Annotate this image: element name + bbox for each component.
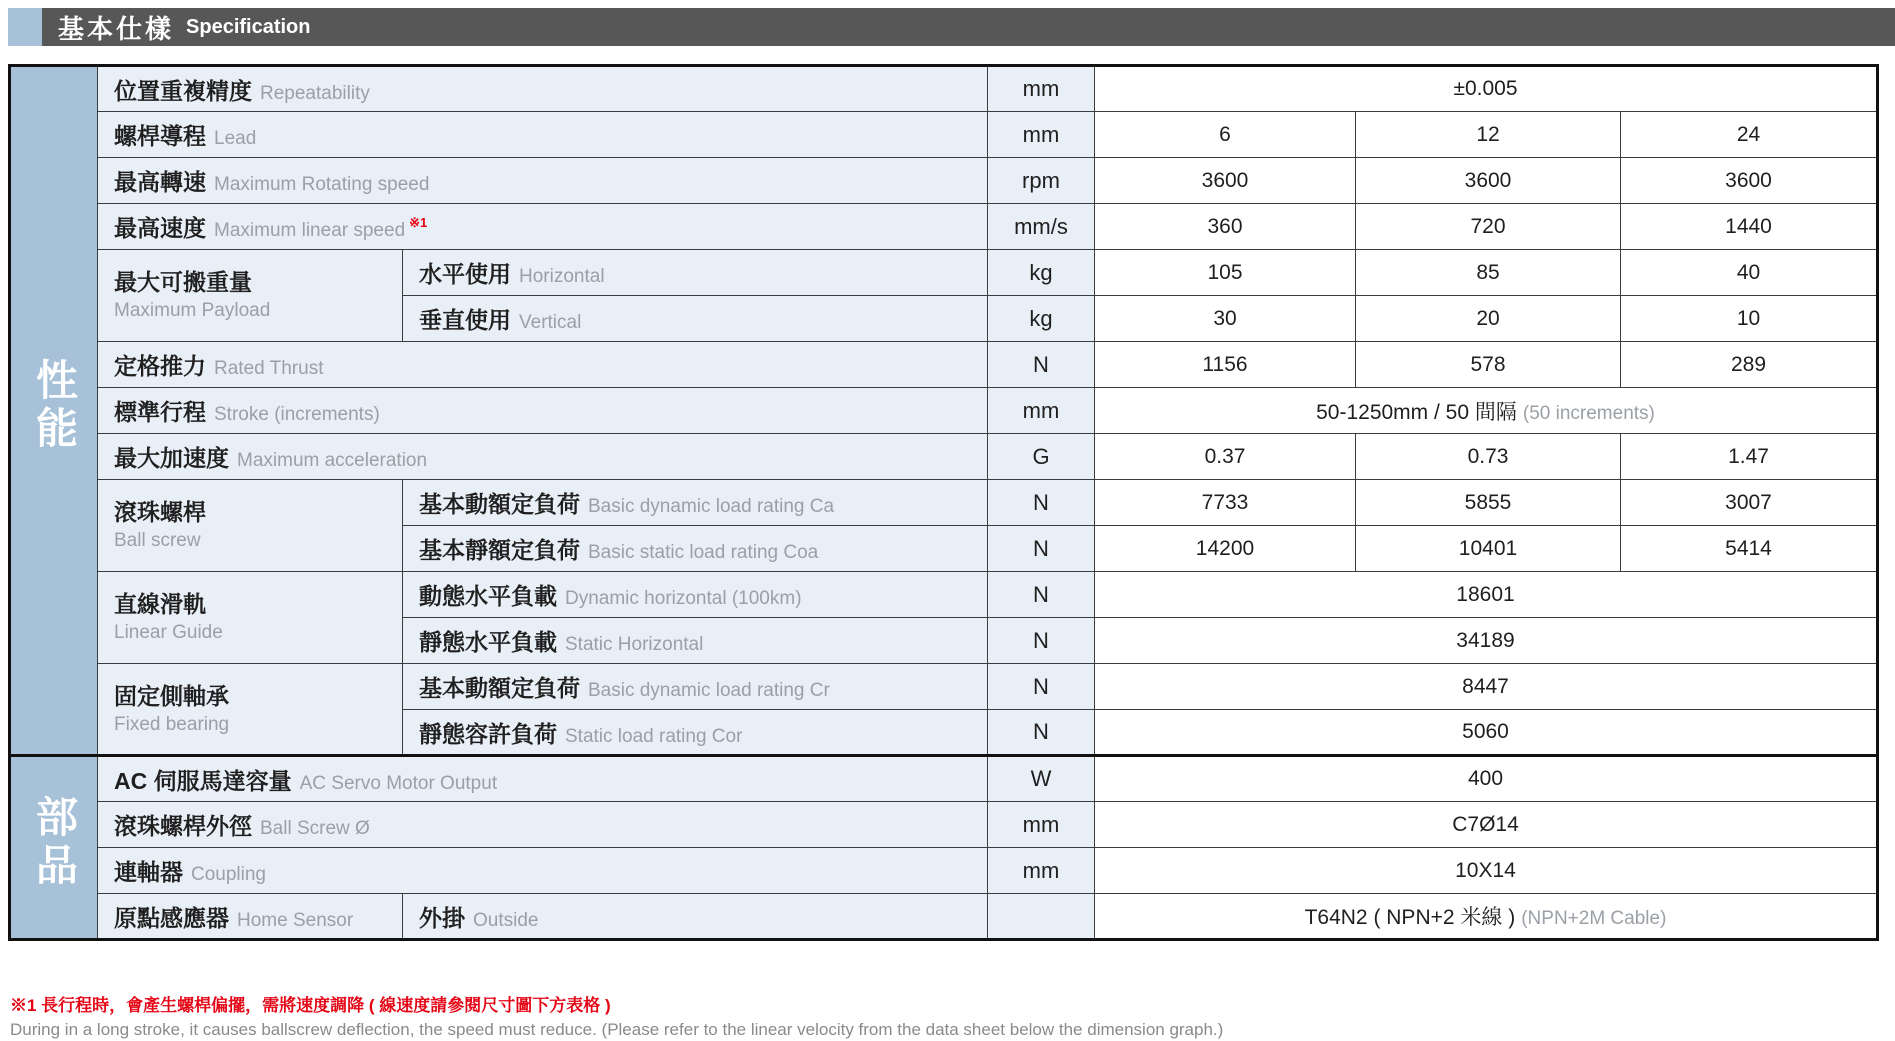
row-ballscrew-dynamic	[10, 480, 1878, 526]
linearguide-label-en: Linear Guide	[114, 622, 223, 644]
payload-horizontal-value-3: 40	[1621, 250, 1878, 296]
ballscrew-dynamic-label-zh: 基本動額定負荷	[419, 491, 580, 517]
page-title-en: Specification	[186, 15, 311, 38]
ballscrew-static-value-2: 10401	[1356, 526, 1621, 572]
linearguide-dynamic-value: 18601	[1095, 572, 1878, 618]
stroke-unit: mm	[988, 388, 1095, 434]
home-sensor-label-zh: 原點感應器	[114, 904, 229, 931]
row-linearguide-dynamic	[10, 572, 1878, 618]
row-coupling	[10, 848, 1878, 894]
stroke-value	[1095, 388, 1878, 434]
lead-value-1: 6	[1095, 112, 1356, 158]
servo-output-label	[98, 756, 988, 802]
fixedbearing-label-zh: 固定側軸承	[114, 682, 229, 709]
payload-horizontal-value-2: 85	[1356, 250, 1621, 296]
row-servo-output	[10, 756, 1878, 802]
footnote-zh: ※1 長行程時，會產生螺桿偏擺，需將速度調降 ( 線速度請參閱尺寸圖下方表格 )	[10, 996, 611, 1015]
ballscrew-dynamic-value-2: 5855	[1356, 480, 1621, 526]
stroke-label-zh: 標準行程	[114, 399, 206, 425]
fixedbearing-dynamic-value: 8447	[1095, 664, 1878, 710]
coupling-label-en: Coupling	[191, 864, 266, 885]
max-rotating-value-2: 3600	[1356, 158, 1621, 204]
max-rotating-label-en: Maximum Rotating speed	[214, 174, 430, 195]
linearguide-static-label-zh: 靜態水平負載	[419, 629, 557, 655]
stroke-label	[98, 388, 988, 434]
ballscrew-static-label	[403, 526, 988, 572]
payload-vertical-value-3: 10	[1621, 296, 1878, 342]
rated-thrust-value-2: 578	[1356, 342, 1621, 388]
fixedbearing-dynamic-label	[403, 664, 988, 710]
section-label-parts	[10, 756, 98, 940]
servo-output-label-en: AC Servo Motor Output	[299, 772, 498, 794]
footnotes	[10, 995, 1880, 1041]
max-accel-label-en: Maximum acceleration	[237, 450, 428, 471]
home-sensor-outside-label-en: Outside	[473, 909, 539, 931]
payload-label-zh: 最大可搬重量	[114, 269, 252, 296]
row-screw-diameter	[10, 802, 1878, 848]
ballscrew-dynamic-value-1: 7733	[1095, 480, 1356, 526]
max-rotating-unit: rpm	[988, 158, 1095, 204]
screw-diameter-unit: mm	[988, 802, 1095, 848]
row-max-acceleration	[10, 434, 1878, 480]
row-stroke	[10, 388, 1878, 434]
rated-thrust-value-3: 289	[1621, 342, 1878, 388]
payload-vertical-value-2: 20	[1356, 296, 1621, 342]
rated-thrust-unit: N	[988, 342, 1095, 388]
lead-label-zh: 螺桿導程	[114, 123, 206, 149]
home-sensor-value	[1095, 894, 1878, 940]
coupling-label-zh: 連軸器	[114, 859, 183, 885]
fixedbearing-label-en: Fixed bearing	[114, 713, 230, 735]
ballscrew-static-value-3: 5414	[1621, 526, 1878, 572]
max-linear-label	[98, 204, 988, 250]
max-rotating-value-3: 3600	[1621, 158, 1878, 204]
payload-horizontal-label-zh: 水平使用	[419, 261, 511, 287]
max-accel-value-3: 1.47	[1621, 434, 1878, 480]
spec-table	[8, 64, 1879, 941]
rated-thrust-label	[98, 342, 988, 388]
stroke-value-main: 50-1250mm / 50 間隔	[1316, 400, 1517, 424]
rated-thrust-label-zh: 定格推力	[114, 353, 206, 379]
fixedbearing-static-value: 5060	[1095, 710, 1878, 756]
lead-value-3: 24	[1621, 112, 1878, 158]
row-rated-thrust	[10, 342, 1878, 388]
row-home-sensor	[10, 894, 1878, 940]
repeatability-label-en: Repeatability	[260, 82, 370, 104]
screw-diameter-label	[98, 802, 988, 848]
max-linear-label-zh: 最高速度	[114, 215, 206, 241]
fixedbearing-dynamic-unit: N	[988, 664, 1095, 710]
repeatability-label	[98, 66, 988, 112]
ballscrew-dynamic-value-3: 3007	[1621, 480, 1878, 526]
home-sensor-label	[98, 894, 403, 940]
footnote-en: During in a long stroke, it causes ballscrew deflection, the speed must reduce. (Please refer to the linear velocity from the data sheet below the dimension graph.)	[10, 1020, 1224, 1040]
payload-vertical-value-1: 30	[1095, 296, 1356, 342]
max-accel-unit: G	[988, 434, 1095, 480]
linearguide-dynamic-label-en: Dynamic horizontal (100km)	[565, 588, 802, 609]
row-max-rotating-speed	[10, 158, 1878, 204]
row-payload-horizontal	[10, 250, 1878, 296]
lead-unit: mm	[988, 112, 1095, 158]
max-linear-value-1: 360	[1095, 204, 1356, 250]
home-sensor-value-main: T64N2 ( NPN+2 米線 )	[1304, 906, 1516, 929]
home-sensor-outside-label	[403, 894, 988, 940]
servo-output-unit: W	[988, 756, 1095, 802]
ballscrew-dynamic-label-en: Basic dynamic load rating Ca	[588, 496, 835, 517]
ballscrew-dynamic-unit: N	[988, 480, 1095, 526]
max-linear-unit: mm/s	[988, 204, 1095, 250]
ballscrew-label-zh: 滾珠螺桿	[114, 499, 206, 526]
max-accel-value-1: 0.37	[1095, 434, 1356, 480]
fixedbearing-dynamic-label-zh: 基本動額定負荷	[419, 675, 580, 701]
ballscrew-static-unit: N	[988, 526, 1095, 572]
screw-diameter-label-en: Ball Screw Ø	[260, 818, 370, 839]
fixedbearing-static-label-en: Static load rating Cor	[565, 725, 743, 747]
page-title-zh: 基本仕樣	[58, 13, 175, 44]
linearguide-static-value: 34189	[1095, 618, 1878, 664]
servo-output-value: 400	[1095, 756, 1878, 802]
max-accel-value-2: 0.73	[1356, 434, 1621, 480]
section-label-performance	[10, 66, 98, 756]
home-sensor-outside-label-zh: 外掛	[419, 904, 465, 931]
fixedbearing-label	[98, 664, 403, 756]
repeatability-value: ±0.005	[1095, 66, 1878, 112]
stroke-label-en: Stroke (increments)	[214, 404, 380, 425]
coupling-unit: mm	[988, 848, 1095, 894]
linearguide-static-unit: N	[988, 618, 1095, 664]
payload-label-en: Maximum Payload	[114, 300, 271, 322]
row-lead	[10, 112, 1878, 158]
ballscrew-static-label-en: Basic static load rating Coa	[588, 542, 819, 563]
linearguide-label	[98, 572, 403, 664]
payload-horizontal-label-en: Horizontal	[519, 266, 605, 287]
payload-horizontal-label	[403, 250, 988, 296]
header-title-bar	[42, 8, 1895, 46]
payload-vertical-unit: kg	[988, 296, 1095, 342]
coupling-value: 10X14	[1095, 848, 1878, 894]
linearguide-dynamic-unit: N	[988, 572, 1095, 618]
fixedbearing-static-label-zh: 靜態容許負荷	[419, 720, 557, 747]
linearguide-dynamic-label	[403, 572, 988, 618]
ballscrew-static-label-zh: 基本靜額定負荷	[419, 537, 580, 563]
screw-diameter-label-zh: 滾珠螺桿外徑	[114, 813, 252, 839]
header-accent-square	[8, 8, 42, 46]
ballscrew-label-en: Ball screw	[114, 530, 201, 552]
payload-horizontal-value-1: 105	[1095, 250, 1356, 296]
max-accel-label	[98, 434, 988, 480]
row-repeatability	[10, 66, 1878, 112]
home-sensor-label-en: Home Sensor	[237, 909, 354, 931]
fixedbearing-static-unit: N	[988, 710, 1095, 756]
performance-vertical-label: 性能	[31, 357, 78, 454]
coupling-label	[98, 848, 988, 894]
lead-value-2: 12	[1356, 112, 1621, 158]
max-linear-value-3: 1440	[1621, 204, 1878, 250]
stroke-value-en: (50 increments)	[1522, 402, 1655, 424]
servo-output-label-zh: AC 伺服馬達容量	[114, 767, 292, 794]
screw-diameter-value: C7Ø14	[1095, 802, 1878, 848]
max-accel-label-zh: 最大加速度	[114, 445, 229, 471]
payload-vertical-label-zh: 垂直使用	[419, 307, 511, 333]
footnote-marker: ※1	[409, 215, 428, 230]
lead-label-en: Lead	[214, 128, 257, 149]
repeatability-label-zh: 位置重複精度	[114, 77, 252, 104]
ballscrew-static-value-1: 14200	[1095, 526, 1356, 572]
home-sensor-value-en: (NPN+2M Cable)	[1521, 908, 1667, 929]
max-linear-label-en: Maximum linear speed	[214, 220, 406, 241]
payload-vertical-label	[403, 296, 988, 342]
fixedbearing-static-label	[403, 710, 988, 756]
repeatability-unit: mm	[988, 66, 1095, 112]
payload-horizontal-unit: kg	[988, 250, 1095, 296]
max-rotating-label-zh: 最高轉速	[114, 169, 206, 195]
max-linear-value-2: 720	[1356, 204, 1621, 250]
max-rotating-value-1: 3600	[1095, 158, 1356, 204]
section-header	[8, 8, 1895, 46]
row-max-linear-speed	[10, 204, 1878, 250]
rated-thrust-label-en: Rated Thrust	[214, 358, 324, 379]
home-sensor-unit	[988, 894, 1095, 940]
fixedbearing-dynamic-label-en: Basic dynamic load rating Cr	[588, 680, 830, 701]
ballscrew-dynamic-label	[403, 480, 988, 526]
rated-thrust-value-1: 1156	[1095, 342, 1356, 388]
lead-label	[98, 112, 988, 158]
linearguide-label-zh: 直線滑軌	[114, 591, 206, 618]
max-rotating-label	[98, 158, 988, 204]
row-fixedbearing-dynamic	[10, 664, 1878, 710]
payload-vertical-label-en: Vertical	[519, 312, 582, 333]
payload-label	[98, 250, 403, 342]
linearguide-dynamic-label-zh: 動態水平負載	[419, 583, 557, 609]
linearguide-static-label	[403, 618, 988, 664]
parts-vertical-label: 部品	[31, 794, 78, 891]
ballscrew-label	[98, 480, 403, 572]
linearguide-static-label-en: Static Horizontal	[565, 634, 704, 655]
